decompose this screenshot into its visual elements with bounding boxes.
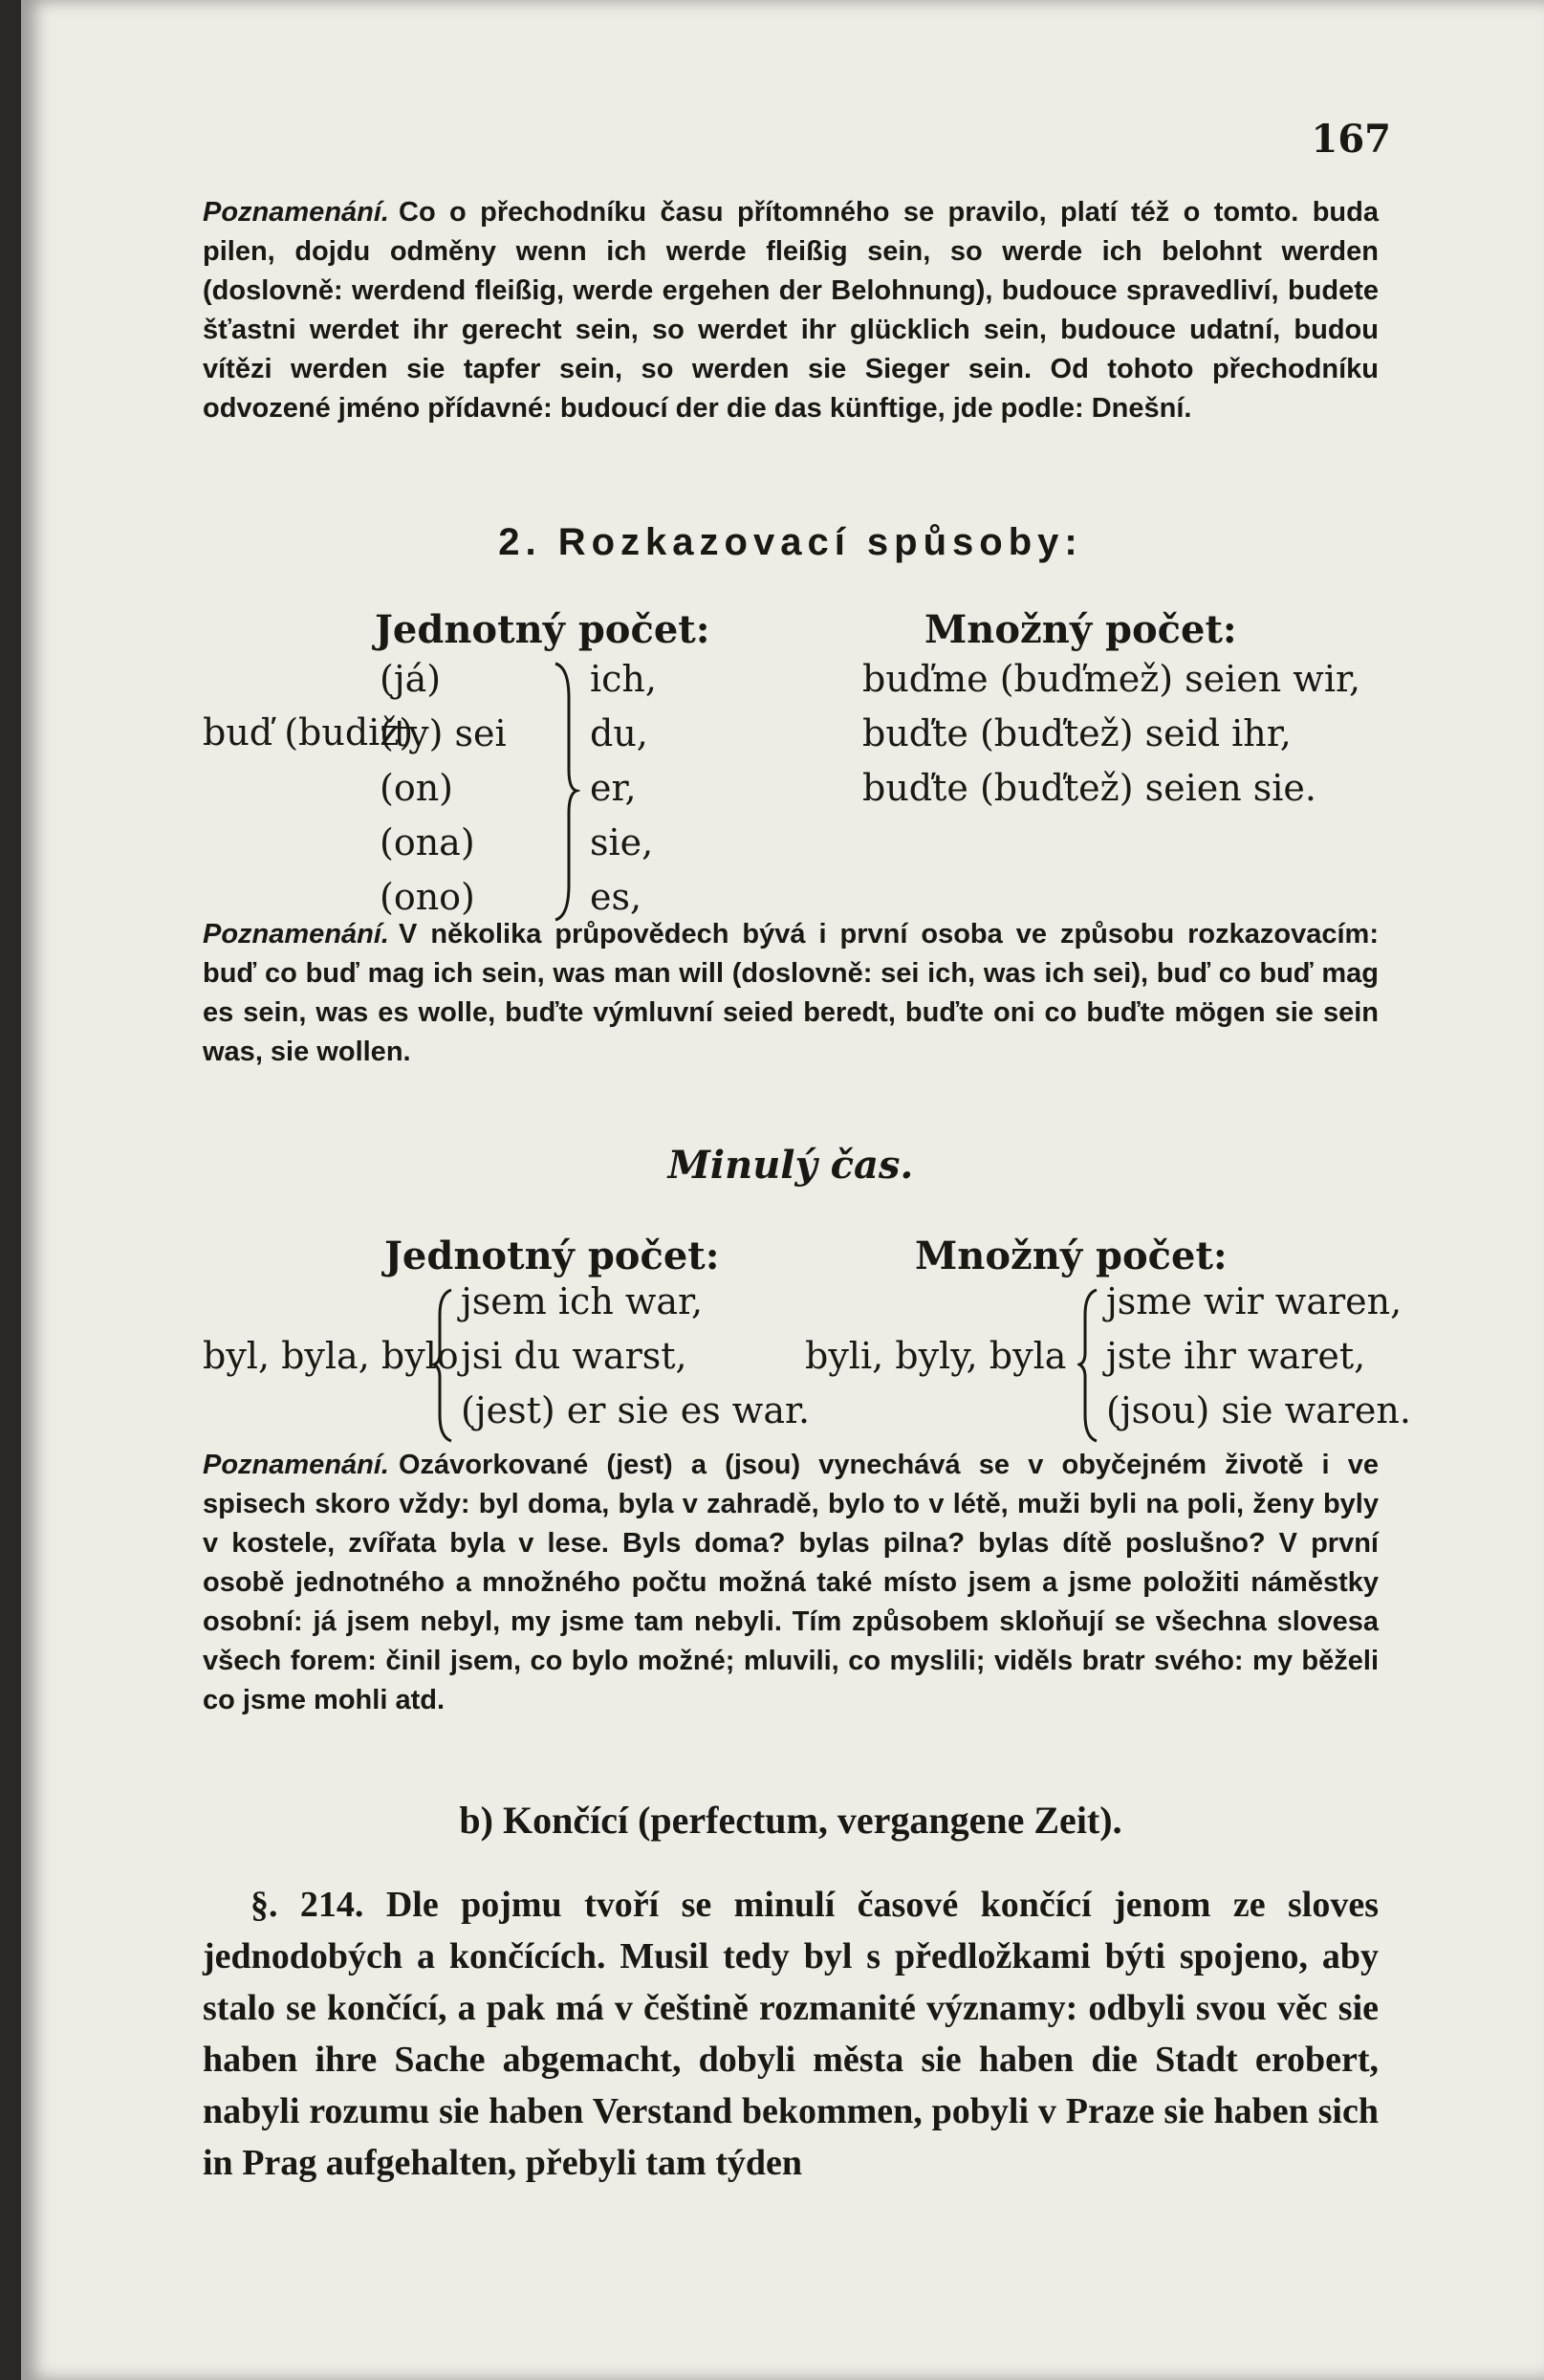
past-heading: Minulý čas. bbox=[667, 1143, 914, 1188]
past-singular-header: Jednotný počet: bbox=[384, 1234, 720, 1278]
perfect-heading: b) Končící (perfectum, vergangene Zeit). bbox=[459, 1799, 1122, 1842]
imperative-singular-header: Jednotný počet: bbox=[375, 607, 710, 652]
note-text: V několika průpovědech bývá i první osoba ve způsobu rozkazovacím: buď co buď mag ich sein, was man will (doslovně: sei ich, was ich sei), buď co buď mag es sein, was es wolle, buďte výmluvní seied beredt, buďte oni co buďte mögen sie sein was, sie wollen. bbox=[203, 919, 1379, 1067]
german-pronoun: ich, bbox=[590, 658, 657, 700]
note-text: Co o přechodníku času přítomného se pravilo, platí též o tomto. buda pilen, dojdu odměny wenn ich werde fleißig sein, so werde ich belohnt werden (doslovně: werdend fleißig, werde ergehen der Belohnung), budouce spravedliví, budete šťastni werdet ihr gerecht sein, so werdet ihr glücklich sein, budouce udatní, budou vítězi werden sie tapfer sein, so werden sie Sieger sein. Od tohoto přechodníku odvozené jméno přídavné: budoucí der die das künftige, jde podle: Dnešní. bbox=[203, 197, 1379, 424]
past-plural-header: Množný počet: bbox=[915, 1234, 1228, 1278]
imperative-german bbox=[590, 652, 657, 925]
german-pronoun: es, bbox=[590, 876, 642, 918]
imperative-plural bbox=[862, 652, 1360, 816]
past-plural-row: (jsou) sie waren. bbox=[1106, 1389, 1411, 1431]
pronoun: (ona) bbox=[380, 821, 475, 863]
german-pronoun: er, bbox=[590, 767, 637, 809]
brace bbox=[552, 660, 580, 923]
past-plural-forms bbox=[1106, 1275, 1411, 1438]
german-pronoun: sie, bbox=[590, 821, 654, 863]
note-imperative bbox=[203, 915, 1379, 1072]
past-singular-verb: byl, byla, bylo bbox=[203, 1335, 459, 1377]
imperative-plural-header: Množný počet: bbox=[924, 607, 1237, 652]
past-singular-row: jsem ich war, bbox=[461, 1280, 704, 1322]
brace bbox=[1077, 1286, 1100, 1444]
note-label: Poznamenání. bbox=[203, 1450, 389, 1480]
past-singular-row: (jest) er sie es war. bbox=[461, 1389, 811, 1431]
imperative-heading: 2. Rozkazovací spůsoby: bbox=[498, 521, 1083, 563]
page-number: 167 bbox=[1311, 117, 1391, 162]
note-text: Ozávorkované (jest) a (jsou) vynechává se v obyčejném životě i ve spisech skoro vždy: byl doma, byla v zahradě, bylo to v létě, muži byli na poli, ženy byly v kostele, zvířata byla v lese. Byls doma? bylas pilna? bylas dítě poslušno? V první osobě jednotného a množného počtu možná také místo jsem a jsme položiti náměstky osobní: já jsem nebyl, my jsme tam nebyli. Tím způsobem skloňují se všechna slovesa všech forem: činil jsem, co bylo možné; mluvili, co myslili; viděls bratr svého: my běželi co jsme mohli atd. bbox=[203, 1450, 1379, 1715]
pronoun: (ono) bbox=[380, 876, 475, 918]
past-plural-verb: byli, byly, byla bbox=[805, 1335, 1067, 1377]
paragraph-text: §. 214. Dle pojmu tvoří se minulí časové končící jenom ze sloves jednodobých a končících. Musil tedy byl s předložkami býti spojeno, aby stalo se končící, a pak má v češtině rozmanité významy: odbyli svou věc sie haben ihre Sache abgemacht, dobyli města sie haben die Stadt erobert, nabyli rozumu sie haben Verstand bekommen, pobyli v Praze sie haben sich in Prag aufgehalten, přebyli tam týden bbox=[203, 1885, 1379, 2183]
plural-row: buďte (buďtež) seid ihr, bbox=[862, 712, 1292, 754]
past-singular-row: jsi du warst, bbox=[461, 1335, 687, 1377]
pronoun: (já) bbox=[380, 658, 442, 700]
note-participle bbox=[203, 193, 1379, 428]
past-plural-row: jsme wir waren, bbox=[1106, 1280, 1403, 1322]
pronoun: (ty) sei bbox=[380, 712, 507, 754]
past-singular-forms bbox=[461, 1275, 810, 1438]
imperative-verb: buď (budiž) bbox=[203, 711, 414, 753]
past-plural-row: jste ihr waret, bbox=[1106, 1335, 1366, 1377]
paragraph-214 bbox=[203, 1879, 1379, 2189]
plural-row: buďme (buďmež) seien wir, bbox=[862, 658, 1361, 700]
plural-row: buďte (buďtež) seien sie. bbox=[862, 767, 1316, 809]
brace bbox=[432, 1286, 455, 1444]
note-past bbox=[203, 1446, 1379, 1720]
pronoun: (on) bbox=[380, 767, 454, 809]
note-label: Poznamenání. bbox=[203, 197, 389, 228]
german-pronoun: du, bbox=[590, 712, 648, 754]
note-label: Poznamenání. bbox=[203, 919, 389, 950]
imperative-pronouns bbox=[380, 652, 507, 925]
book-page bbox=[21, 0, 1544, 2380]
